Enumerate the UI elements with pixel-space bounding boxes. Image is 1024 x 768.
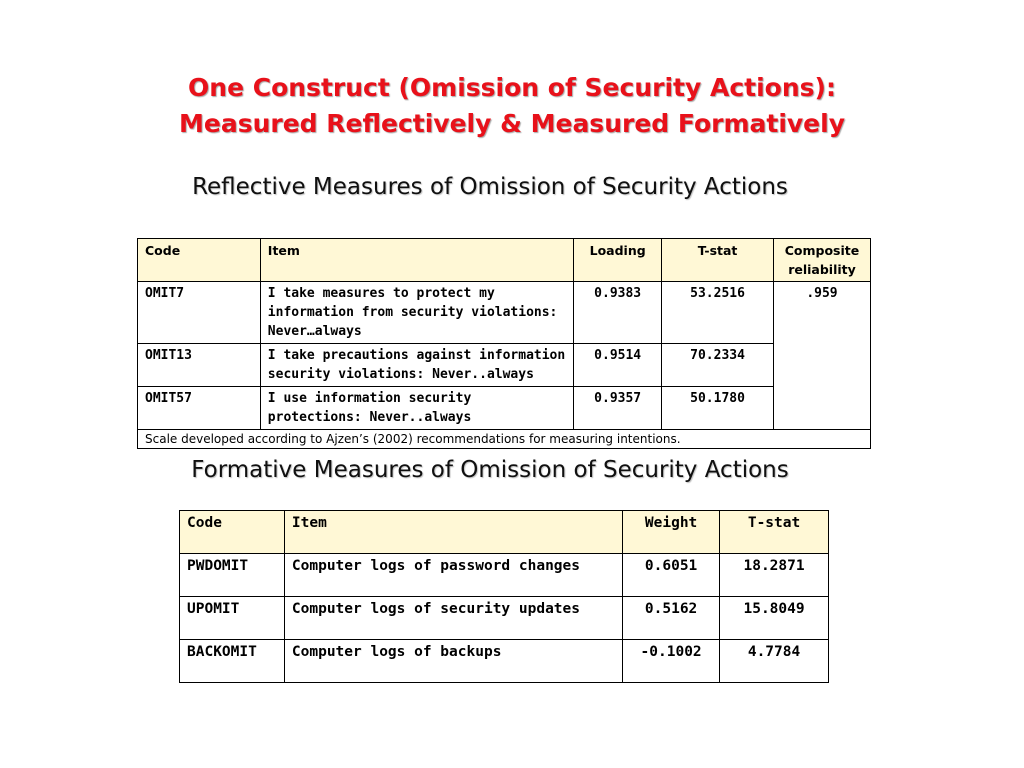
cell-tstat: 4.7784	[720, 640, 829, 683]
col-header-loading: Loading	[574, 239, 662, 282]
table-row	[138, 387, 871, 430]
table-row	[138, 344, 871, 387]
cell-weight: 0.6051	[623, 554, 720, 597]
cell-tstat: 70.2334	[662, 344, 774, 387]
slide-title	[0, 70, 1024, 142]
table-row	[180, 640, 829, 683]
col-header-item: Item	[284, 511, 622, 554]
slide-title-line1: One Construct (Omission of Security Actions):	[188, 73, 836, 102]
cell-code: PWDOMIT	[180, 554, 285, 597]
cell-item: I use information security protections: Never..always	[260, 387, 573, 430]
table-row	[138, 282, 871, 344]
col-header-item: Item	[260, 239, 573, 282]
col-header-code: Code	[138, 239, 261, 282]
col-header-tstat: T-stat	[662, 239, 774, 282]
col-header-code: Code	[180, 511, 285, 554]
cell-code: OMIT13	[138, 344, 261, 387]
table-header-row	[138, 239, 871, 282]
col-header-tstat: T-stat	[720, 511, 829, 554]
table-header-row	[180, 511, 829, 554]
cell-item: Computer logs of security updates	[284, 597, 622, 640]
cell-item: Computer logs of backups	[284, 640, 622, 683]
table-row	[180, 554, 829, 597]
table-footnote: Scale developed according to Ajzen’s (2002) recommendations for measuring intentions.	[138, 430, 871, 449]
cell-weight: 0.5162	[623, 597, 720, 640]
col-header-weight: Weight	[623, 511, 720, 554]
cell-tstat: 50.1780	[662, 387, 774, 430]
cell-loading: 0.9357	[574, 387, 662, 430]
reflective-heading: Reflective Measures of Omission of Security Actions	[192, 174, 788, 200]
cell-tstat: 53.2516	[662, 282, 774, 344]
cell-code: BACKOMIT	[180, 640, 285, 683]
cell-code: OMIT57	[138, 387, 261, 430]
slide-title-line2: Measured Reflectively & Measured Formatively	[178, 109, 845, 138]
col-header-composite: Composite reliability	[773, 239, 870, 282]
cell-loading: 0.9383	[574, 282, 662, 344]
cell-tstat: 15.8049	[720, 597, 829, 640]
cell-tstat: 18.2871	[720, 554, 829, 597]
cell-code: OMIT7	[138, 282, 261, 344]
cell-composite: .959	[773, 282, 870, 430]
formative-table	[179, 510, 829, 683]
table-row	[180, 597, 829, 640]
table-footnote-row	[138, 430, 871, 449]
formative-heading: Formative Measures of Omission of Security Actions	[191, 457, 789, 483]
reflective-table	[137, 238, 871, 449]
cell-loading: 0.9514	[574, 344, 662, 387]
cell-code: UPOMIT	[180, 597, 285, 640]
cell-item: I take precautions against information security violations: Never..always	[260, 344, 573, 387]
cell-item: Computer logs of password changes	[284, 554, 622, 597]
cell-weight: -0.1002	[623, 640, 720, 683]
cell-item: I take measures to protect my information from security violations: Never…always	[260, 282, 573, 344]
